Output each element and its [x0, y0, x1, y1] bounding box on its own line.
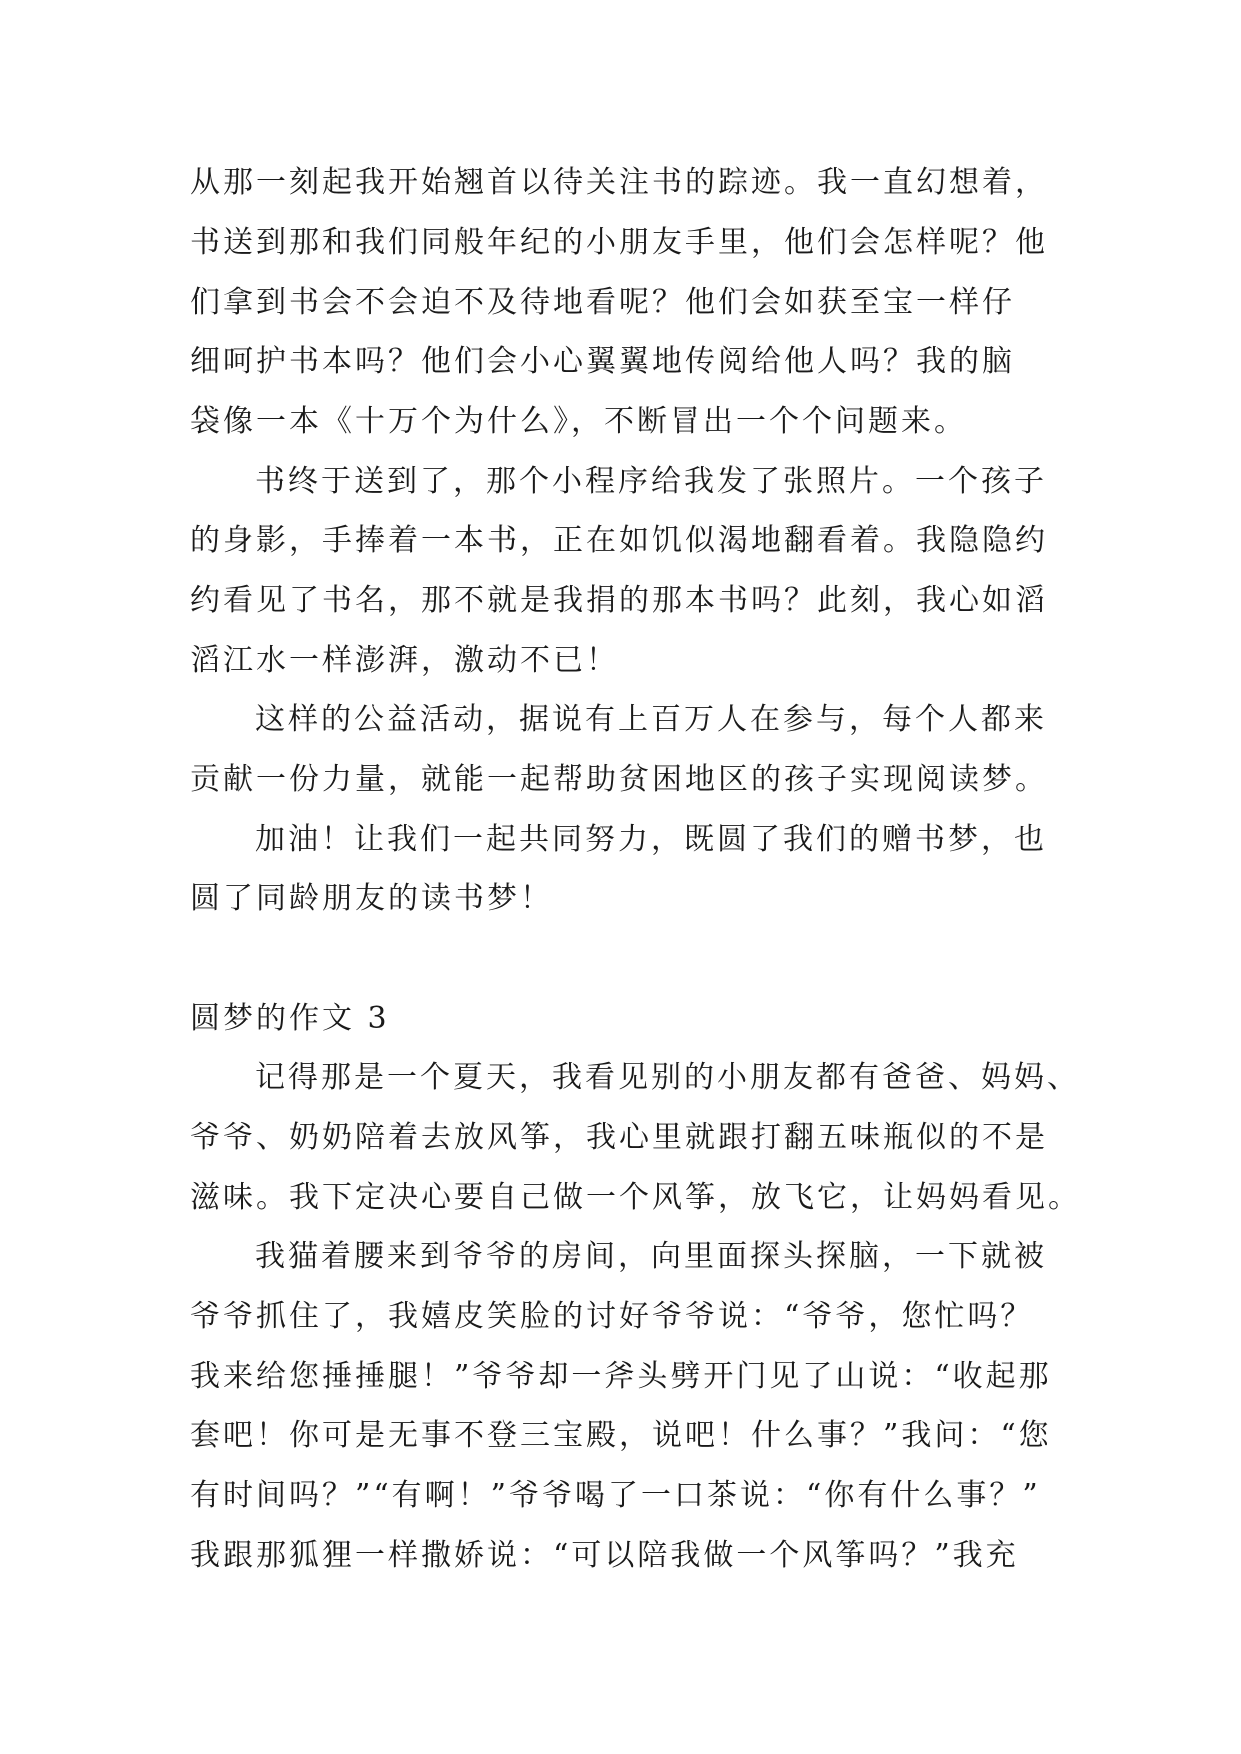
- text-line: 约看见了书名，那不就是我捐的那本书吗？此刻，我心如滔: [190, 583, 1048, 618]
- text-line: 贡献一份力量，就能一起帮助贫困地区的孩子实现阅读梦。: [190, 762, 1048, 797]
- text-line: 这样的公益活动，据说有上百万人在参与，每个人都来: [255, 702, 1047, 737]
- text-line: 爷爷、奶奶陪着去放风筝，我心里就跟打翻五味瓶似的不是: [190, 1120, 1048, 1155]
- text-line: 爷爷抓住了，我嬉皮笑脸的讨好爷爷说：“爷爷，您忙吗？: [190, 1299, 1034, 1334]
- text-line: 从那一刻起我开始翘首以待关注书的踪迹。我一直幻想着，: [190, 165, 1048, 200]
- text-line: 书终于送到了，那个小程序给我发了张照片。一个孩子: [255, 464, 1047, 499]
- section-heading: 圆梦的作文 3: [190, 1001, 390, 1036]
- text-line: 记得那是一个夏天，我看见别的小朋友都有爸爸、妈妈、: [255, 1060, 1080, 1095]
- text-line: 细呵护书本吗？他们会小心翼翼地传阅给他人吗？我的脑: [190, 344, 1015, 379]
- text-line: 有时间吗？”“有啊！”爷爷喝了一口茶说：“你有什么事？”: [190, 1478, 1041, 1513]
- text-line: 圆了同龄朋友的读书梦！: [190, 881, 553, 916]
- text-line: 们拿到书会不会迫不及待地看呢？他们会如获至宝一样仔: [190, 285, 1015, 320]
- text-line: 套吧！你可是无事不登三宝殿，说吧！什么事？”我问：“您: [190, 1418, 1052, 1453]
- text-line: 我跟那狐狸一样撒娇说：“可以陪我做一个风筝吗？”我充: [190, 1538, 1019, 1573]
- text-line: 滔江水一样澎湃，激动不已！: [190, 643, 619, 678]
- text-line: 我来给您捶捶腿！”爷爷却一斧头劈开门见了山说：“收起那: [190, 1359, 1052, 1394]
- text-line: 的身影，手捧着一本书，正在如饥似渴地翻看着。我隐隐约: [190, 523, 1048, 558]
- text-line: 滋味。我下定决心要自己做一个风筝，放飞它，让妈妈看见。: [190, 1180, 1081, 1215]
- text-line: 袋像一本《十万个为什么》，不断冒出一个个问题来。: [190, 404, 967, 439]
- text-line: 加油！让我们一起共同努力，既圆了我们的赠书梦，也: [255, 822, 1047, 857]
- text-line: 书送到那和我们同般年纪的小朋友手里，他们会怎样呢？他: [190, 225, 1048, 260]
- text-line: 我猫着腰来到爷爷的房间，向里面探头探脑，一下就被: [255, 1239, 1047, 1274]
